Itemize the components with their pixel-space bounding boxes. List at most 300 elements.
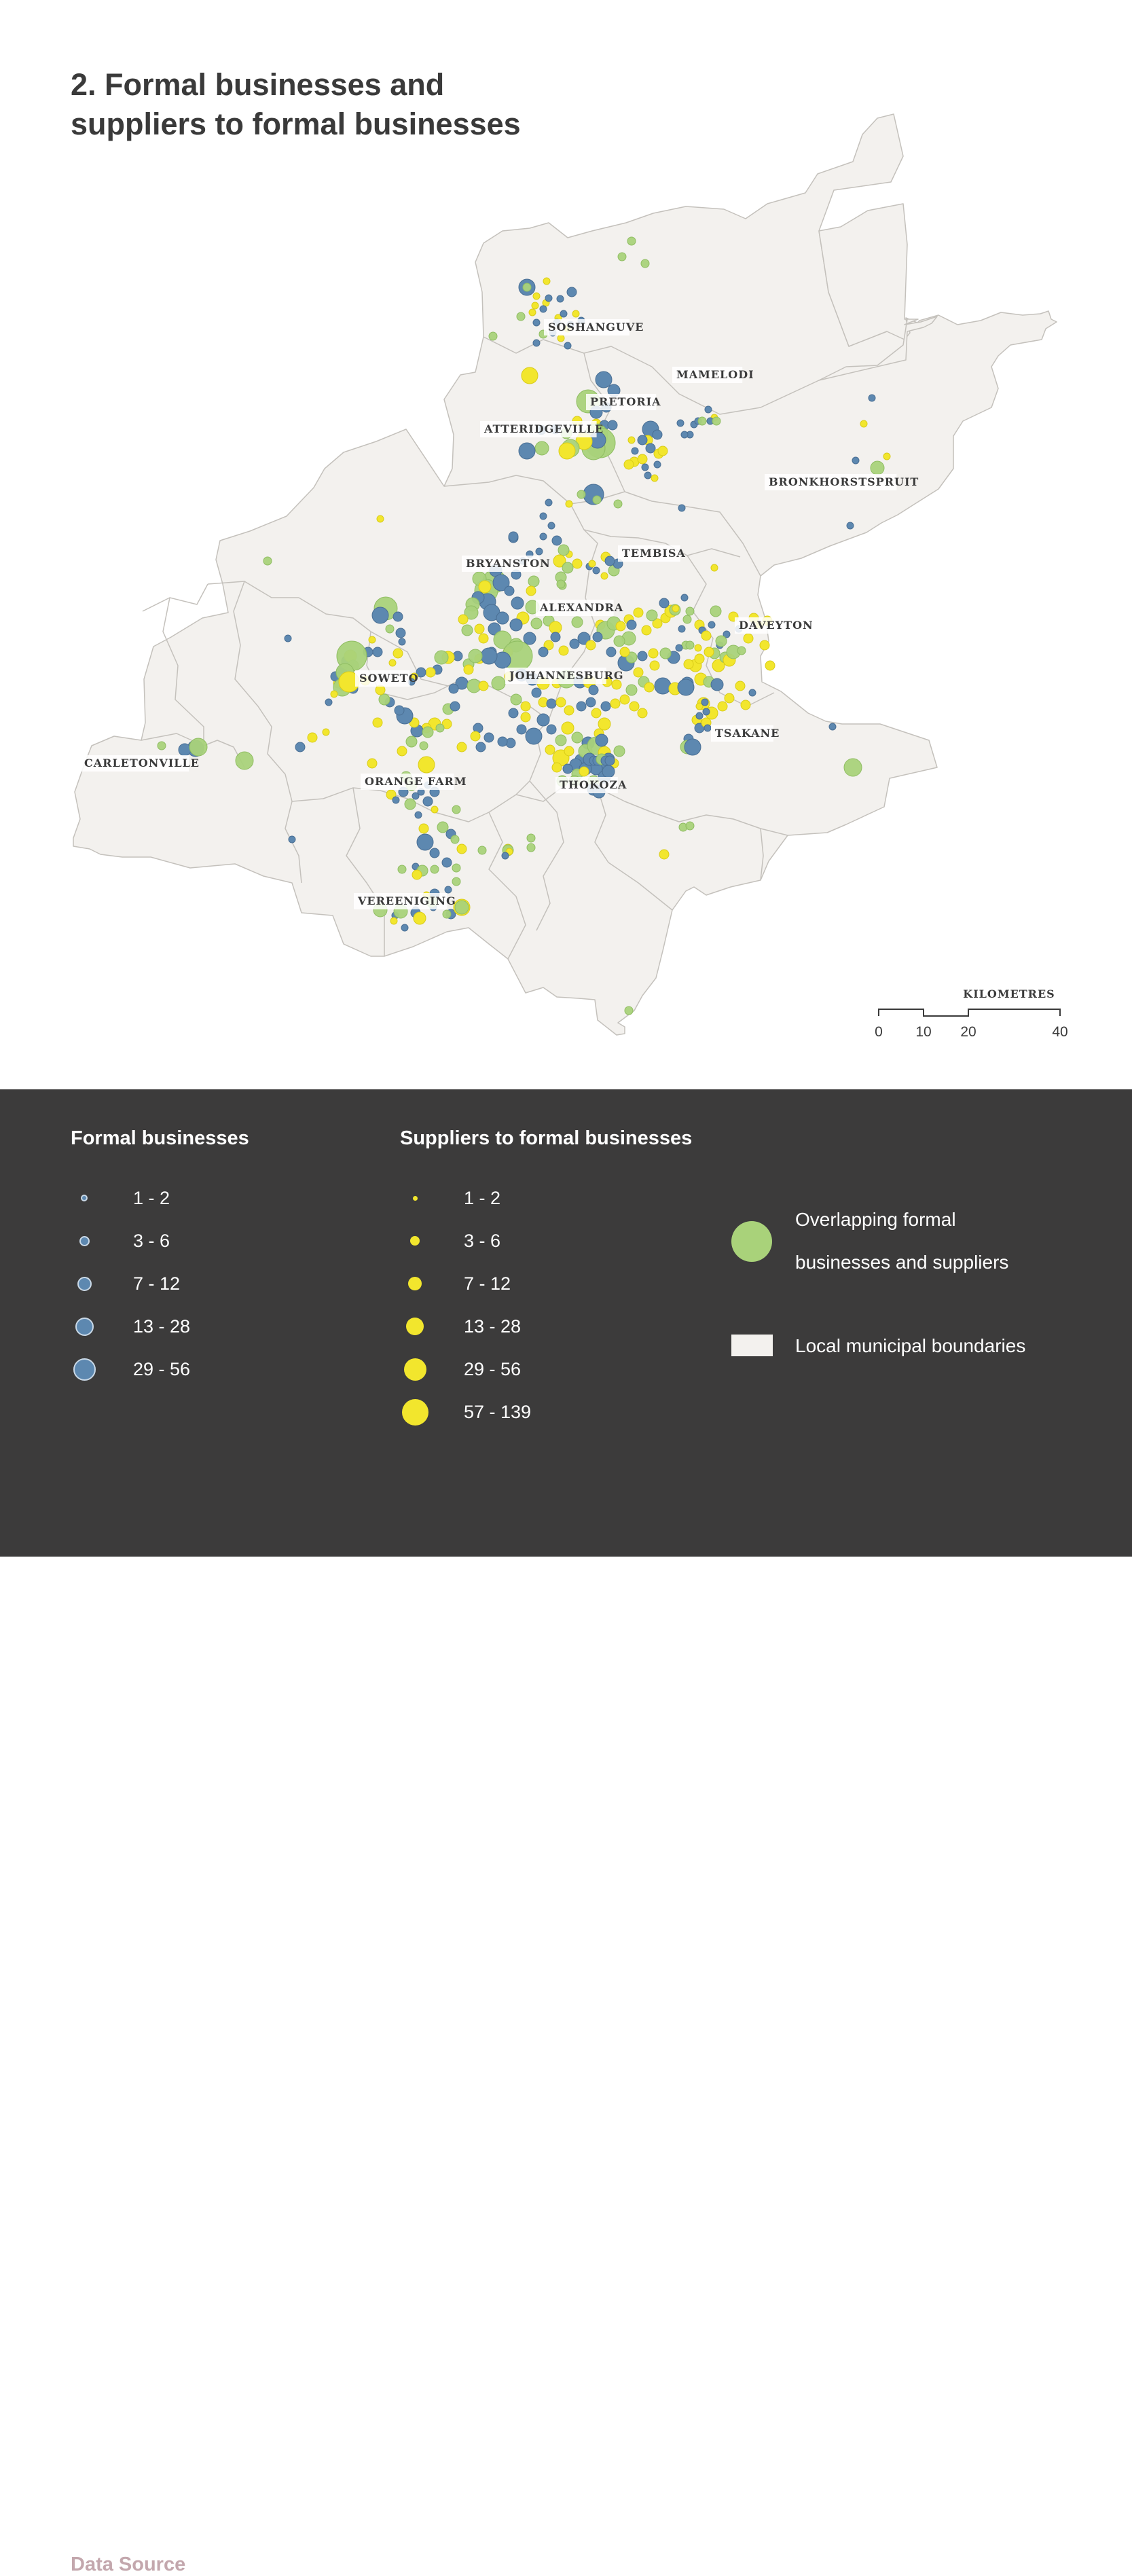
formal-business-point <box>289 836 295 843</box>
supplier-point <box>479 581 491 593</box>
formal-business-point <box>533 340 540 346</box>
formal-business-point <box>476 742 486 752</box>
formal-legend-dot <box>77 1277 92 1291</box>
supplier-point <box>479 681 488 691</box>
place-label-johannesburg <box>505 668 623 684</box>
supplier-point <box>659 850 669 859</box>
supplier-point <box>414 912 426 924</box>
formal-business-point <box>678 505 685 511</box>
formal-business-point <box>496 612 509 624</box>
supplier-legend-item <box>400 1356 521 1383</box>
overlap-point <box>641 259 649 268</box>
supplier-point <box>572 310 579 317</box>
formal-business-point <box>711 678 723 691</box>
overlap-point <box>469 649 482 663</box>
supplier-point <box>616 621 625 631</box>
formal-business-point <box>705 406 712 413</box>
formal-business-point <box>532 688 541 697</box>
place-label-pretoria <box>586 394 661 410</box>
data-source <box>71 2554 544 2576</box>
formal-business-point <box>708 621 715 628</box>
overlap-point <box>593 496 601 504</box>
overlap-point <box>527 843 535 852</box>
formal-business-point <box>536 548 543 555</box>
formal-business-point <box>540 533 547 540</box>
place-label-text: MAMELODI <box>676 368 754 381</box>
supplier-point <box>331 691 337 697</box>
supplier-point <box>564 746 574 756</box>
formal-business-point <box>179 744 191 756</box>
supplier-point <box>562 722 574 734</box>
supplier-legend-symbol <box>400 1313 430 1340</box>
formal-business-point <box>606 647 616 657</box>
formal-business-point <box>684 739 701 755</box>
supplier-point <box>725 693 734 703</box>
supplier-point <box>701 631 711 640</box>
place-label-alexandra <box>536 600 623 616</box>
formal-business-point <box>589 685 598 695</box>
formal-business-point <box>449 684 458 693</box>
overlap-point <box>386 625 394 633</box>
overlap-point <box>405 799 416 810</box>
formal-business-point <box>567 287 577 297</box>
formal-business-point <box>749 689 756 696</box>
overlap-point <box>614 746 625 757</box>
formal-business-point <box>509 532 518 541</box>
supplier-legend-dot <box>404 1358 426 1381</box>
place-label-atteridgeville <box>480 421 604 437</box>
formal-legend-symbol <box>69 1184 99 1212</box>
formal-business-point <box>505 586 514 596</box>
supplier-point <box>419 824 428 833</box>
place-label-text: VEREENIGING <box>358 894 456 907</box>
formal-business-point <box>498 737 507 746</box>
overlap-point <box>489 332 497 340</box>
formal-business-point <box>701 699 708 706</box>
supplier-point <box>589 560 596 567</box>
supplier-point <box>579 767 589 776</box>
formal-business-point <box>372 607 388 623</box>
place-label-daveyton <box>735 617 814 634</box>
overlap-point <box>686 641 694 649</box>
supplier-point <box>458 615 468 624</box>
overlap-point <box>517 312 525 321</box>
formal-business-point <box>325 699 332 706</box>
overlap-point <box>189 738 207 756</box>
formal-business-point <box>632 448 638 454</box>
data-source-label: Data Source <box>71 2554 186 2575</box>
supplier-point <box>624 460 634 469</box>
supplier-point <box>735 681 745 691</box>
supplier-point <box>529 309 536 316</box>
supplier-legend-item <box>400 1398 531 1426</box>
overlap-point <box>451 835 459 843</box>
supplier-point <box>620 647 629 657</box>
formal-business-point <box>703 708 710 715</box>
formal-business-point <box>481 648 497 664</box>
formal-business-point <box>655 678 671 694</box>
supplier-point <box>418 757 435 773</box>
overlap-point <box>558 545 569 556</box>
overlap-point <box>528 576 539 587</box>
legend-supplier-title: Suppliers to formal businesses <box>400 1127 693 1149</box>
overlap-point <box>646 610 657 621</box>
formal-business-point <box>596 371 612 388</box>
overlap-point <box>420 742 428 750</box>
supplier-point <box>644 683 654 692</box>
overlap-point <box>436 724 444 732</box>
formal-business-point <box>601 702 610 711</box>
overlap-point <box>871 461 884 475</box>
supplier-point <box>521 712 530 722</box>
formal-business-point <box>563 764 572 774</box>
supplier-point <box>558 335 564 342</box>
overlap-point <box>478 846 486 854</box>
place-label-text: ATTERIDGEVILLE <box>484 422 604 435</box>
place-label-text: CARLETONVILLE <box>84 757 200 769</box>
map-title-line-2: suppliers to formal businesses <box>71 107 521 141</box>
formal-legend-label: 29 - 56 <box>133 1358 191 1379</box>
formal-business-point <box>540 306 547 312</box>
place-label-soweto <box>355 670 419 687</box>
data-source-text: GCRO’s Quality of Life IV (2015) survey <box>195 2554 544 2575</box>
formal-business-point <box>638 651 647 661</box>
formal-business-point <box>681 431 688 438</box>
formal-legend-item <box>69 1184 170 1212</box>
formal-business-point <box>696 712 703 719</box>
overlap-point <box>577 490 585 498</box>
formal-business-point <box>412 793 419 799</box>
formal-business-point <box>552 536 562 545</box>
supplier-point <box>471 731 480 741</box>
overlap-label <box>795 1198 1008 1284</box>
formal-legend-symbol <box>69 1356 99 1383</box>
overlap-point <box>462 625 473 636</box>
place-label-text: ALEXANDRA <box>540 601 624 614</box>
formal-business-point <box>676 645 682 651</box>
formal-business-point <box>560 310 567 317</box>
formal-business-point <box>450 702 460 711</box>
overlap-point <box>712 417 720 425</box>
scale-tick-0: 0 <box>875 1024 883 1040</box>
supplier-legend-dot <box>402 1399 428 1426</box>
supplier-point <box>308 733 317 742</box>
supplier-point <box>533 293 540 300</box>
supplier-point <box>479 634 488 643</box>
formal-legend-symbol <box>69 1270 99 1297</box>
supplier-point <box>744 634 753 643</box>
place-label-mamelodi <box>672 367 754 383</box>
place-label-tembisa <box>618 545 686 562</box>
overlap-point <box>562 562 573 573</box>
overlap-point <box>452 877 460 886</box>
supplier-point <box>610 699 620 708</box>
supplier-legend-dot <box>408 1277 422 1290</box>
formal-business-point <box>570 639 579 649</box>
formal-business-point <box>415 812 422 818</box>
supplier-point <box>638 454 647 464</box>
formal-legend-label: 13 - 28 <box>133 1316 191 1337</box>
overlap-point <box>716 636 727 647</box>
supplier-point <box>684 659 693 669</box>
formal-legend-label: 3 - 6 <box>133 1230 170 1251</box>
place-label-tsakane <box>711 725 780 742</box>
formal-business-point <box>869 395 875 401</box>
supplier-point <box>475 624 484 634</box>
supplier-point <box>695 654 704 664</box>
overlap-point <box>531 618 542 629</box>
overlap-point <box>710 606 721 617</box>
formal-legend-item <box>69 1356 190 1383</box>
formal-business-point <box>392 797 399 803</box>
formal-business-point <box>285 635 291 642</box>
formal-business-point <box>547 725 556 734</box>
formal-business-point <box>547 699 556 708</box>
formal-business-point <box>593 632 602 642</box>
supplier-point <box>760 640 769 650</box>
formal-business-point <box>847 522 854 529</box>
supplier-point <box>658 446 668 456</box>
supplier-legend-item <box>400 1313 521 1340</box>
supplier-point <box>376 685 385 695</box>
formal-business-point <box>511 597 524 609</box>
overlap-point <box>263 557 272 565</box>
place-label-text: DAVEYTON <box>739 619 814 632</box>
formal-business-point <box>642 464 649 471</box>
supplier-legend-dot <box>413 1196 418 1201</box>
formal-legend-symbol <box>69 1313 99 1340</box>
supplier-point <box>650 661 659 670</box>
formal-business-point <box>295 742 305 752</box>
overlap-point <box>455 901 469 914</box>
supplier-legend-symbol <box>400 1398 430 1426</box>
supplier-legend-item <box>400 1184 500 1212</box>
place-label-text: BRYANSTON <box>466 557 551 570</box>
overlap-swatch <box>731 1221 772 1262</box>
scale-bar <box>875 987 1068 1040</box>
scale-bar-title: KILOMETRES <box>963 987 1055 1000</box>
overlap-point <box>452 805 460 814</box>
formal-business-point <box>509 708 518 718</box>
formal-business-point <box>430 848 439 858</box>
supplier-point <box>532 302 538 309</box>
formal-business-point <box>533 319 540 326</box>
formal-business-point <box>654 461 661 468</box>
place-label-text: JOHANNESBURG <box>509 669 624 682</box>
formal-legend-label: 1 - 2 <box>133 1187 170 1208</box>
scale-bar-line <box>879 1009 1060 1016</box>
formal-business-point <box>510 619 522 631</box>
formal-business-point <box>545 295 552 302</box>
overlap-point <box>683 615 691 623</box>
formal-business-point <box>605 556 615 566</box>
formal-business-point <box>442 858 452 867</box>
formal-legend-item <box>69 1227 170 1254</box>
overlap-point <box>625 1006 633 1015</box>
supplier-legend-symbol <box>400 1227 430 1254</box>
supplier-point <box>765 661 775 670</box>
scale-tick-20: 20 <box>960 1024 976 1040</box>
formal-business-point <box>445 886 452 893</box>
formal-legend-item <box>69 1313 190 1340</box>
supplier-point <box>323 729 329 736</box>
supplier-point <box>591 708 601 718</box>
supplier-point <box>526 586 536 596</box>
formal-business-point <box>602 765 615 778</box>
formal-business-point <box>551 632 560 642</box>
overlap-point <box>492 676 505 690</box>
supplier-point <box>377 515 384 522</box>
overlap-point <box>236 752 253 769</box>
supplier-point <box>672 605 679 612</box>
formal-legend-dot <box>75 1318 94 1336</box>
formal-business-point <box>548 522 555 529</box>
supplier-point <box>883 453 890 460</box>
overlap-label-line-1: Overlapping formal <box>795 1209 956 1230</box>
supplier-legend-label: 1 - 2 <box>464 1187 501 1208</box>
formal-business-point <box>393 612 403 621</box>
scale-tick-10: 10 <box>915 1024 932 1040</box>
overlap-point <box>535 441 549 455</box>
formal-business-point <box>638 435 647 445</box>
formal-business-point <box>545 499 552 506</box>
overlap-point <box>686 822 694 830</box>
supplier-legend-dot <box>410 1236 420 1246</box>
formal-business-point <box>373 647 382 657</box>
place-label-text: ORANGE FARM <box>365 775 467 788</box>
formal-business-point <box>395 706 404 715</box>
overlap-point <box>660 648 671 659</box>
supplier-point <box>572 559 582 568</box>
supplier-point <box>711 564 718 571</box>
place-label-text: TSAKANE <box>715 727 780 740</box>
supplier-point <box>741 700 750 710</box>
supplier-point <box>397 746 407 756</box>
formal-business-point <box>677 420 684 427</box>
formal-business-point <box>829 723 836 730</box>
gauteng-map <box>0 0 1132 1087</box>
place-label-text: BRONKHORSTSPRUIT <box>769 475 919 488</box>
boundary-swatch <box>731 1335 773 1356</box>
place-label-text: TEMBISA <box>622 547 686 560</box>
supplier-point <box>718 702 727 711</box>
supplier-point <box>552 763 562 772</box>
supplier-point <box>426 668 435 677</box>
formal-business-point <box>627 620 636 630</box>
formal-business-point <box>399 638 405 645</box>
formal-business-point <box>577 702 586 711</box>
place-label-vereeniging <box>354 893 456 909</box>
map-title-line-1: 2. Formal businesses and <box>71 67 445 102</box>
formal-business-point <box>605 756 615 765</box>
place-label-carletonville <box>80 755 200 772</box>
place-label-text: SOSHANGUVE <box>548 321 644 333</box>
supplier-point <box>586 640 596 650</box>
formal-business-point <box>704 725 711 731</box>
formal-business-point <box>538 647 548 657</box>
supplier-point <box>564 706 574 715</box>
legend-panel <box>0 1089 1132 2575</box>
legend-formal-title: Formal businesses <box>71 1127 249 1149</box>
formal-business-point <box>678 679 694 695</box>
overlap-point <box>398 865 406 873</box>
overlap-point <box>572 617 583 628</box>
place-label-soshanguve <box>544 319 644 335</box>
supplier-point <box>601 573 608 579</box>
formal-business-point <box>484 733 494 742</box>
supplier-legend-symbol <box>400 1356 430 1383</box>
overlap-point <box>614 636 625 647</box>
supplier-point <box>704 647 714 657</box>
overlap-point <box>523 283 531 291</box>
overlap-point <box>406 736 417 747</box>
supplier-point <box>543 278 550 285</box>
supplier-point <box>367 759 377 768</box>
overlap-point <box>555 735 566 746</box>
formal-business-point <box>557 295 564 302</box>
formal-business-point <box>646 443 655 453</box>
formal-business-point <box>540 513 547 520</box>
formal-legend-dot <box>81 1195 88 1201</box>
supplier-legend-dot <box>406 1318 424 1335</box>
overlap-point <box>452 864 460 872</box>
formal-legend-symbol <box>69 1227 99 1254</box>
boundary-label: Local municipal boundaries <box>795 1335 1026 1356</box>
place-label-thokoza <box>555 777 627 793</box>
formal-business-point <box>653 430 662 439</box>
supplier-point <box>566 501 572 507</box>
overlap-point <box>431 865 439 873</box>
formal-business-point <box>644 472 651 479</box>
supplier-point <box>629 702 639 711</box>
overlap-point <box>698 417 706 425</box>
boundary-west-1 <box>143 584 208 611</box>
supplier-point <box>464 665 473 674</box>
formal-business-point <box>608 420 617 430</box>
supplier-point <box>457 742 467 752</box>
place-label-orange-farm <box>361 774 467 790</box>
supplier-point <box>431 806 438 813</box>
supplier-legend-label: 3 - 6 <box>464 1230 501 1251</box>
formal-legend-dot <box>73 1358 96 1381</box>
supplier-point <box>549 621 562 634</box>
supplier-point <box>628 437 635 443</box>
place-label-text: THOKOZA <box>560 778 627 791</box>
supplier-point <box>522 367 538 384</box>
formal-business-point <box>396 628 405 638</box>
supplier-point <box>389 659 396 666</box>
place-label-bryanston <box>462 556 551 572</box>
overlap-point <box>557 580 565 588</box>
supplier-point <box>651 475 658 482</box>
overlap-point <box>158 742 166 750</box>
overlap-point <box>379 694 390 705</box>
formal-business-point <box>417 834 433 850</box>
formal-business-point <box>593 567 600 574</box>
overlap-point <box>435 651 448 664</box>
formal-business-point <box>659 598 669 608</box>
overlap-label-line-2: businesses and suppliers <box>795 1252 1009 1273</box>
formal-business-point <box>524 632 536 645</box>
supplier-point <box>649 649 658 658</box>
supplier-point <box>638 708 647 718</box>
supplier-point <box>545 745 555 755</box>
supplier-point <box>369 636 376 643</box>
overlap-point <box>527 834 535 842</box>
formal-legend-label: 7 - 12 <box>133 1273 181 1294</box>
overlap-point <box>844 759 862 776</box>
formal-business-point <box>678 625 685 632</box>
